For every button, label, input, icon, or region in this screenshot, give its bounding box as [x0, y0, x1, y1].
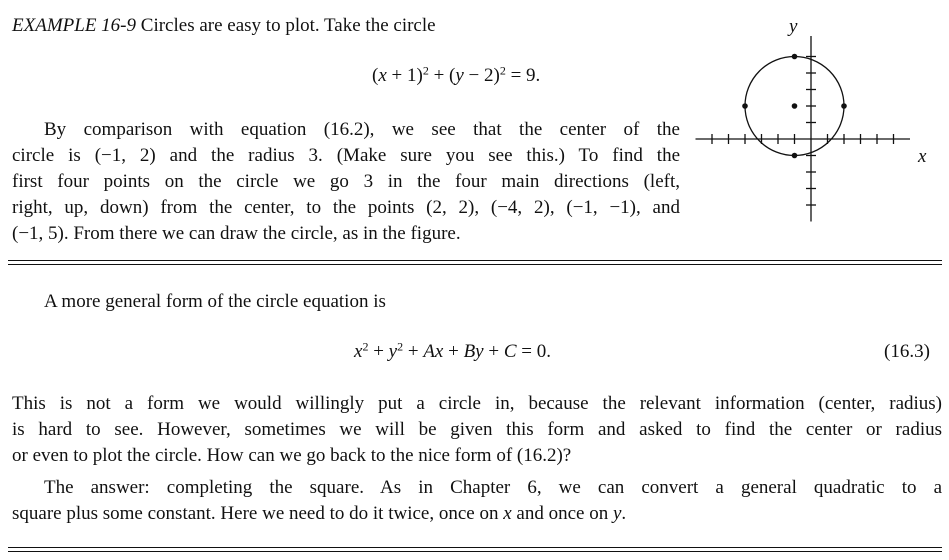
plot-point — [792, 54, 798, 60]
example-equation: $(x + 1)^2 + (y - 2)^2 = 9$. — [372, 63, 541, 86]
plot-point — [841, 103, 847, 109]
plot-point — [742, 103, 748, 109]
example-para-line-4: right, up, down) from the center, to the points (2, 2), (−4, 2), (−1, −1), and — [12, 197, 680, 218]
example-heading-line — [12, 14, 436, 38]
example-para-line-2: circle is (−1, 2) and the radius 3. (Make sure you see this.) To find the — [12, 145, 680, 166]
x-axis-label: x — [918, 146, 927, 167]
body-intro: A more general form of the circle equation is — [44, 291, 386, 312]
equation-number: (16.3) — [884, 341, 930, 362]
example-para-line-5: (−1, 5). From there we can draw the circle, as in the figure. — [12, 223, 461, 244]
section-rule-top — [8, 260, 942, 261]
section-rule-top-2 — [8, 264, 942, 265]
example-label: EXAMPLE 16-9 — [12, 15, 137, 36]
body-equation: $x^2 + y^2 + Ax + By + C = 0$. — [354, 339, 551, 362]
section-rule-bottom-2 — [8, 551, 942, 552]
plot-point — [792, 153, 798, 159]
circle-figure — [694, 14, 936, 260]
plot-point — [792, 103, 798, 109]
body-para2-line-1: The answer: completing the square. As in Chapter 6, we can convert a general quadratic to a — [44, 477, 942, 498]
example-para-line-1: By comparison with equation (16.2), we see that the center of the — [44, 119, 680, 140]
body-para1-line-3: or even to plot the circle. How can we go back to the nice form of (16.2)? — [12, 445, 572, 466]
body-para2-line-2: square plus some constant. Here we need to do it twice, once on x and once on y. — [12, 503, 627, 524]
example-para-line-3: first four points on the circle we go 3 in the four main directions (left, — [12, 171, 680, 192]
example-intro: Circles are easy to plot. Take the circle — [140, 15, 436, 36]
y-axis-label: y — [789, 16, 798, 37]
section-rule-bottom — [8, 547, 942, 548]
body-para1-line-1: This is not a form we would willingly put a circle in, because the relevant information (center, radius) — [12, 393, 942, 414]
body-para1-line-2: is hard to see. However, sometimes we will be given this form and asked to find the center or radius — [12, 419, 942, 440]
